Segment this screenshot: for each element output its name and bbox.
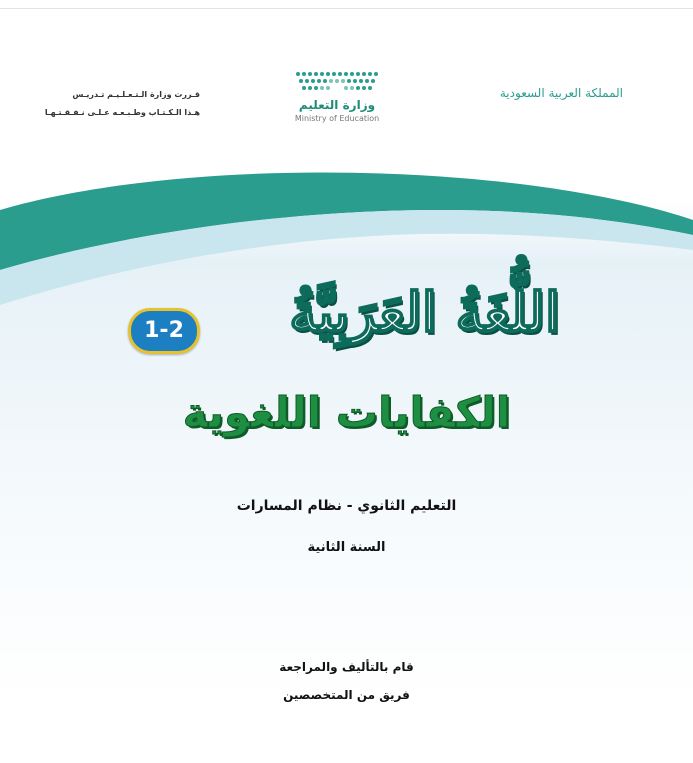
approval-statement [40, 86, 200, 122]
book-subtitle: الكفايات اللغوية [182, 388, 511, 437]
approval-line-2: هـذا الـكـتـاب وطـبـعـه عـلـى نـفـقـتـهـا [44, 108, 200, 117]
authors-credit-line-2: فريق من المتخصصين [283, 688, 410, 702]
education-stage: التعليم الثانوي - نظام المسارات [236, 498, 457, 514]
grade-badge: 1-2 [128, 308, 200, 354]
ministry-name-arabic: وزارة التعليم [298, 98, 376, 112]
authors-credit-line-1: قام بالتأليف والمراجعة [279, 660, 414, 674]
kingdom-label: المملكة العربية السعودية [499, 86, 623, 100]
top-rule [0, 8, 693, 9]
approval-line-1: قـررت وزارة الـتـعـلـيـم تـدريـس [72, 90, 200, 99]
book-title: اللُّغَةُ العَرَبِيَّةُ [289, 280, 560, 344]
ministry-name-english: Ministry of Education [294, 114, 380, 123]
header-row [0, 80, 693, 140]
ministry-logo-block [282, 68, 392, 123]
school-year: السنة الثانية [307, 540, 386, 555]
ministry-logo-icon [292, 68, 382, 96]
title-block [110, 262, 590, 402]
